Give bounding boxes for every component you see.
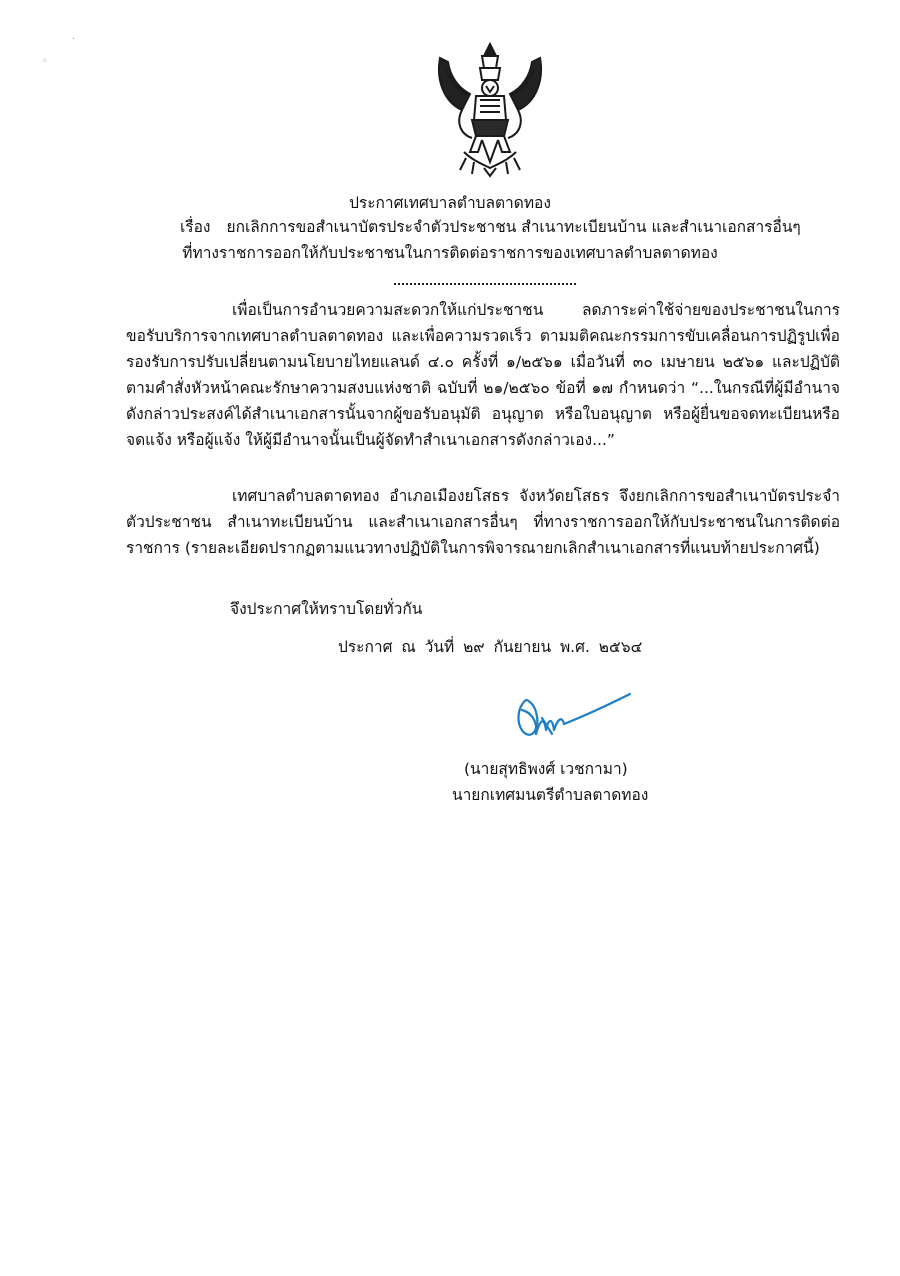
subject-line-2: ที่ทางราชการออกให้กับประชาชนในการติดต่อราชการของเทศบาลตำบลตาดทอง (182, 244, 718, 262)
scan-speck: ◦ (42, 56, 48, 67)
paragraph-1-text: เพื่อเป็นการอำนวยความสะดวกให้แก่ประชาชน ลดภาระค่าใช้จ่ายของประชาชนในการขอรับบริการจากเทศบาลตำบลตาดทอง และเพื่อความรวดเร็ว ตามมติคณะกรรมการขับเคลื่อนการปฏิรูปเพื่อรองรับการปรับเปลี่ยนตามนโยบายไทยแลนด์ ๔.๐ ครั้งที่ ๑/๒๕๖๑ เมื่อวันที่ ๓๐ เมษายน ๒๕๖๑ และปฏิบัติตามคำสั่งหัวหน้าคณะรักษาความสงบแห่งชาติ ฉบับที่ ๒๑/๒๕๖๐ ข้อที่ ๑๗ กำหนดว่า “...ในกรณีที่ผู้มีอำนาจดังกล่าวประสงค์ได้สำเนาเอกสารนั้นจากผู้ขอรับอนุมัติ อนุญาต หรือใบอนุญาต หรือผู้ยื่นขอจดทะเบียนหรือจดแจ้ง หรือผู้แจ้ง ให้ผู้มีอำนาจนั้นเป็นผู้จัดทำสำเนาเอกสารดังกล่าวเอง...” (126, 301, 840, 449)
scan-speck: · (72, 34, 76, 45)
announcement-date: ประกาศ ณ วันที่ ๒๙ กันยายน พ.ศ. ๒๕๖๔ (338, 638, 643, 656)
subject-line-1 (180, 214, 801, 239)
signer-name: (นายสุทธิพงศ์ เวชกามา) (464, 760, 628, 778)
signature-icon (512, 690, 634, 742)
paragraph-2-text: เทศบาลตำบลตาดทอง อำเภอเมืองยโสธร จังหวัดยโสธร จึงยกเลิกการขอสำเนาบัตรประจำตัวประชาชน สำเนาทะเบียนบ้าน และสำเนาเอกสารอื่นๆ ที่ทางราชการออกให้กับประชาชนในการติดต่อราชการ (รายละเอียดปรากฏตามแนวทางปฏิบัติในการพิจารณายกเลิกสำเนาเอกสารที่แนบท้ายประกาศนี้) (126, 487, 840, 557)
announcement-title: ประกาศเทศบาลตำบลตาดทอง (349, 194, 551, 212)
subject-text-1: ยกเลิกการขอสำเนาบัตรประจำตัวประชาชน สำเนาทะเบียนบ้าน และสำเนาเอกสารอื่นๆ (226, 218, 801, 236)
closing-statement: จึงประกาศให้ทราบโดยทั่วกัน (230, 600, 423, 618)
body-paragraph-1 (126, 297, 840, 453)
garuda-emblem-icon (426, 40, 554, 180)
body-paragraph-2 (126, 483, 840, 561)
signer-position: นายกเทศมนตรีตำบลตาดทอง (452, 786, 649, 804)
divider (394, 283, 576, 285)
subject-label: เรื่อง (180, 218, 211, 236)
